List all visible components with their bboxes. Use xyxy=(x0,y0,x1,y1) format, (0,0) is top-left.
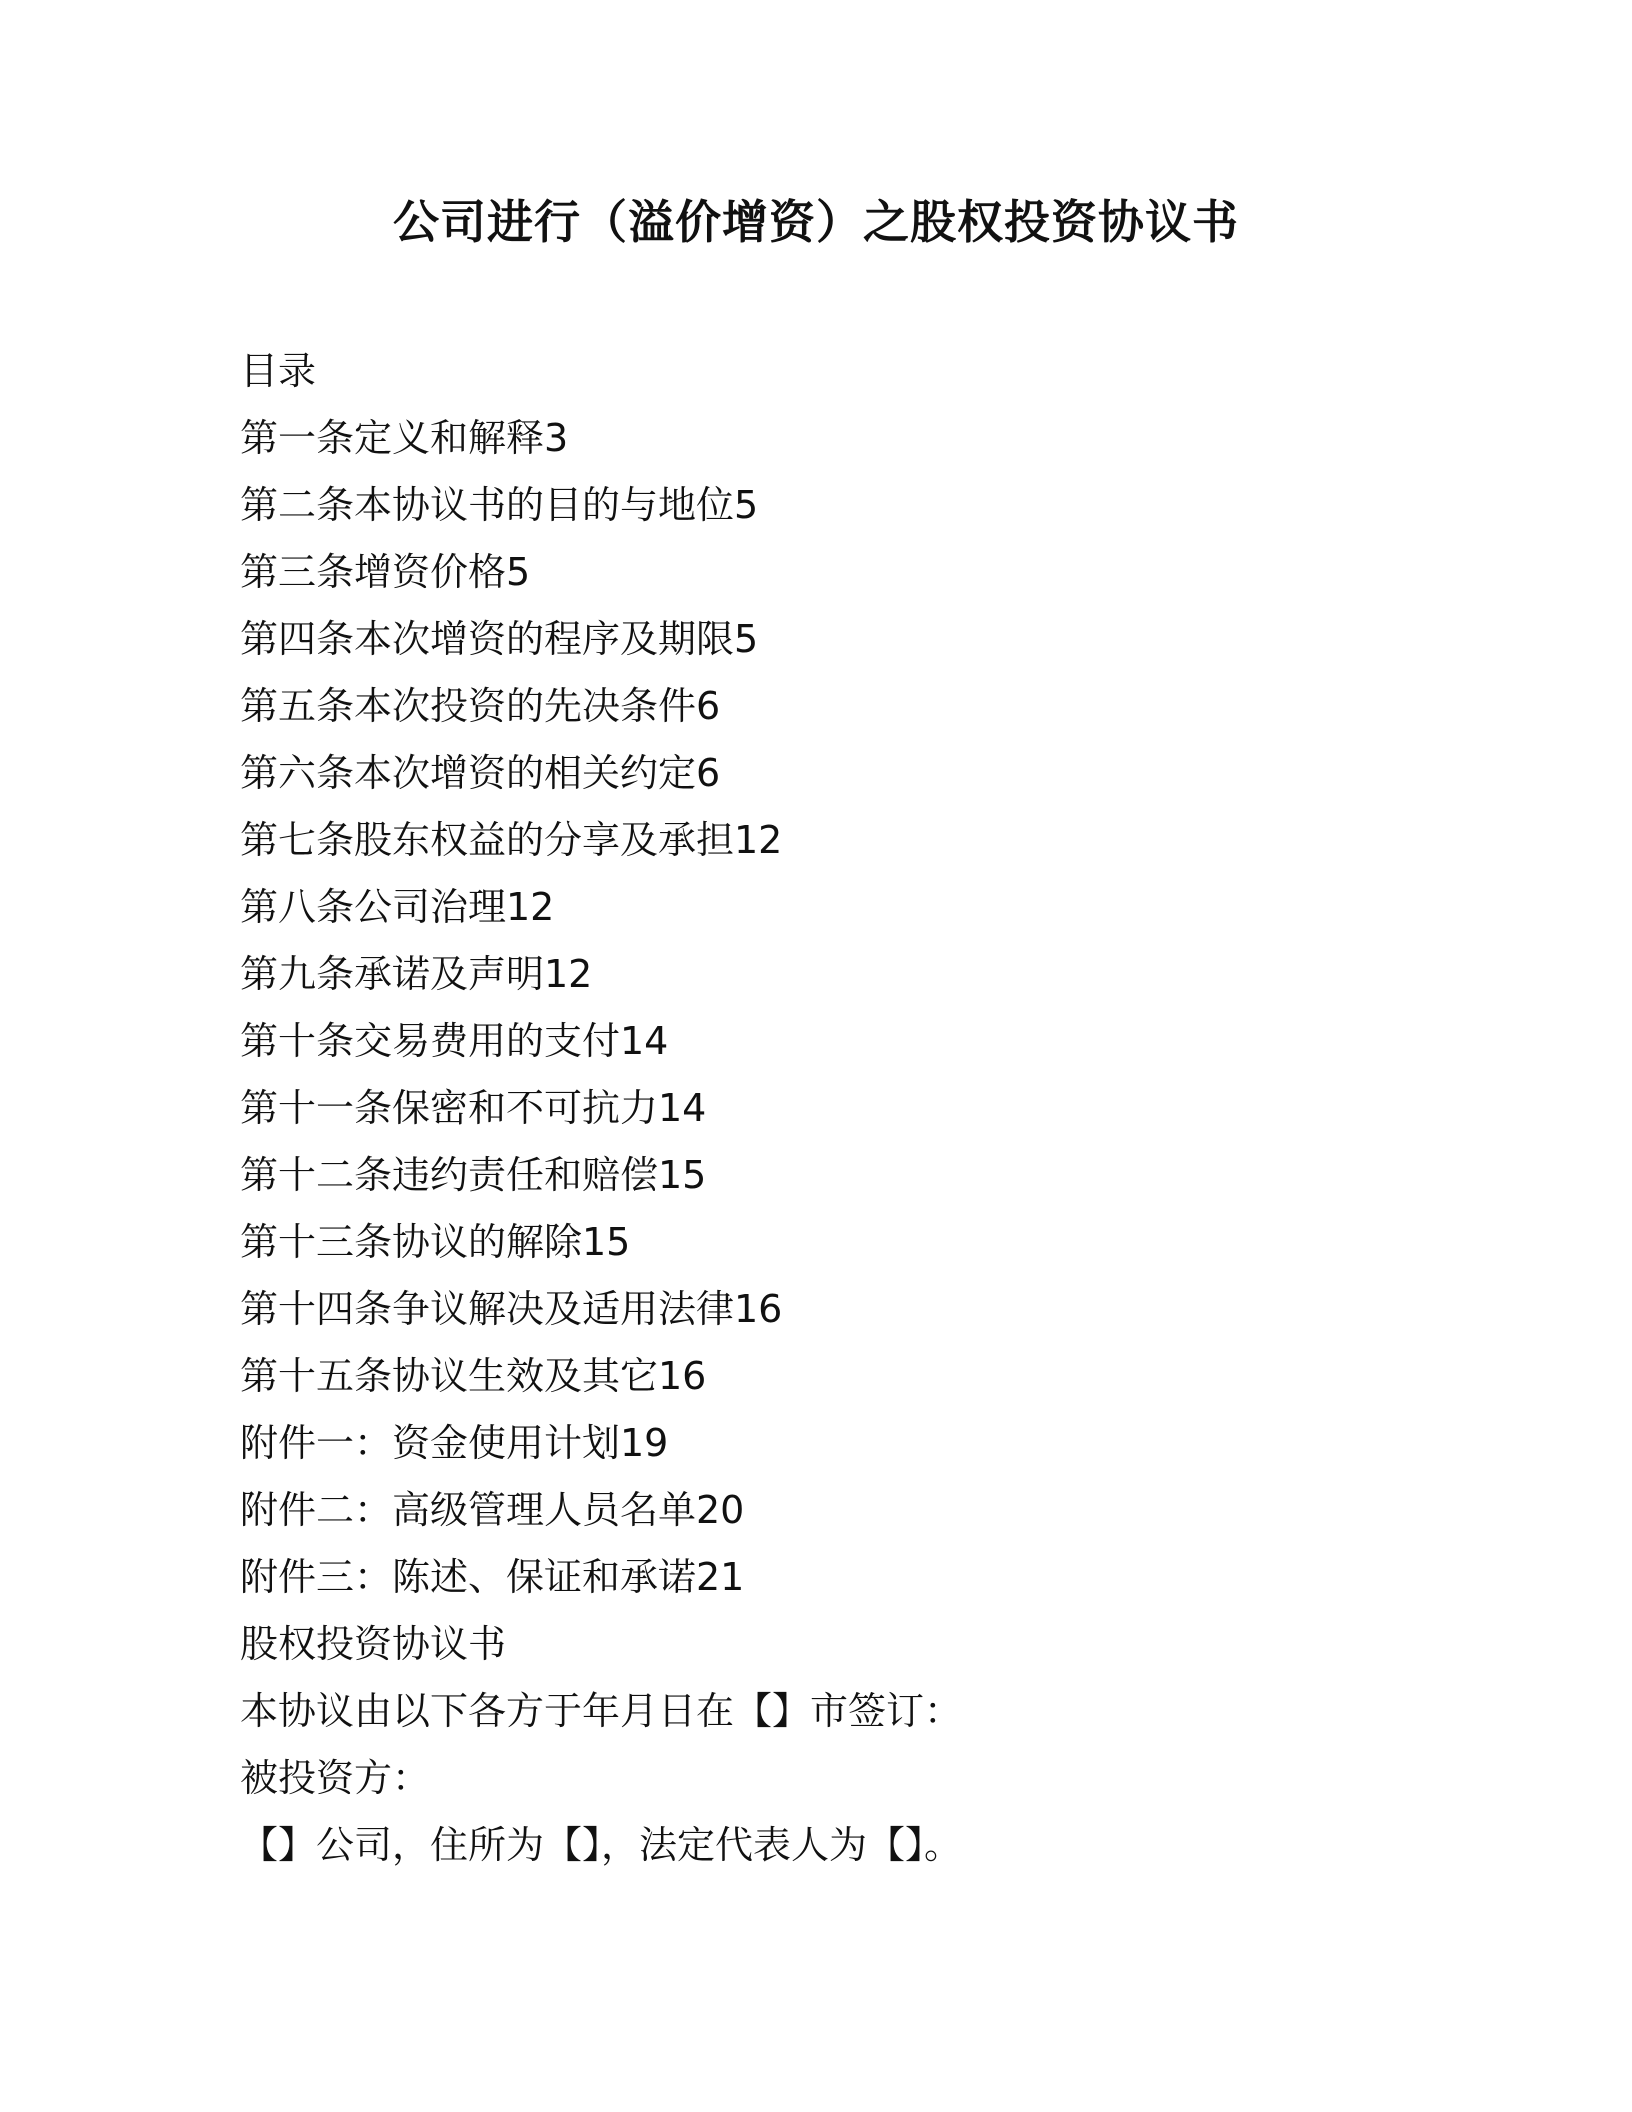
document-title: 公司进行（溢价增资）之股权投资协议书 xyxy=(393,195,1239,249)
toc-item: 第十二条违约责任和赔偿15 xyxy=(240,1153,707,1197)
toc-item: 第一条定义和解释3 xyxy=(240,416,569,460)
toc-item: 第十四条争议解决及适用法律16 xyxy=(240,1287,783,1331)
signing-statement: 本协议由以下各方于年月日在【】市签订： xyxy=(240,1689,963,1733)
toc-item: 第二条本协议书的目的与地位5 xyxy=(240,483,759,527)
party-label: 被投资方： xyxy=(240,1756,431,1800)
party-detail: 【】公司，住所为【】，法定代表人为【】。 xyxy=(240,1823,963,1867)
toc-item: 第六条本次增资的相关约定6 xyxy=(240,751,721,795)
toc-item: 第十五条协议生效及其它16 xyxy=(240,1354,707,1398)
toc-item: 第七条股东权益的分享及承担12 xyxy=(240,818,783,862)
toc-item: 第十一条保密和不可抗力14 xyxy=(240,1086,707,1130)
toc-item: 附件二：高级管理人员名单20 xyxy=(240,1488,745,1532)
toc-heading: 目录 xyxy=(240,349,317,393)
toc-item: 附件三：陈述、保证和承诺21 xyxy=(240,1555,745,1599)
toc-item: 第五条本次投资的先决条件6 xyxy=(240,684,721,728)
toc-item: 第十三条协议的解除15 xyxy=(240,1220,631,1264)
toc-item: 附件一：资金使用计划19 xyxy=(240,1421,669,1465)
agreement-subtitle: 股权投资协议书 xyxy=(240,1622,507,1666)
toc-item: 第十条交易费用的支付14 xyxy=(240,1019,669,1063)
document-content xyxy=(240,338,1440,1879)
toc-item: 第四条本次增资的程序及期限5 xyxy=(240,617,759,661)
toc-item: 第三条增资价格5 xyxy=(240,550,531,594)
toc-item: 第九条承诺及声明12 xyxy=(240,952,593,996)
toc-item: 第八条公司治理12 xyxy=(240,885,555,929)
